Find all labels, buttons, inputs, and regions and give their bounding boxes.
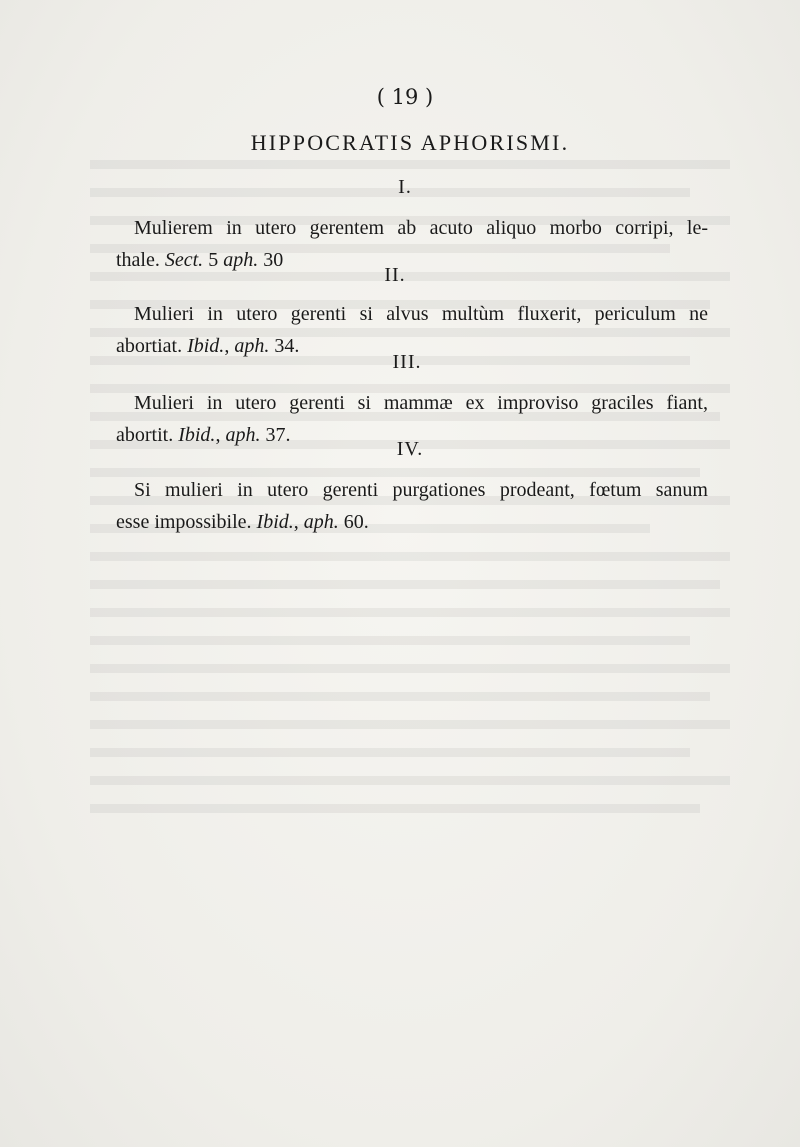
- aphorism-line: Mulieri in utero gerenti si alvus multùm fluxerit, periculum ne: [134, 303, 708, 325]
- aphorism-line-text: abortiat.: [116, 335, 188, 357]
- citation-ref: aph.: [223, 249, 259, 271]
- citation-ref: aph.: [303, 511, 339, 533]
- aphorism-line-text: abortit.: [116, 424, 179, 446]
- aphorism-line: Mulierem in utero gerentem ab acuto aliquo morbo corripi, le-: [134, 217, 708, 239]
- aphorism-citation-line: [116, 506, 708, 538]
- page-title: HIPPOCRATIS APHORISMI.: [250, 130, 570, 155]
- citation-ref: Sect.: [164, 249, 204, 271]
- aphorism-line: Mulieri in utero gerenti si mammæ ex improviso graciles fiant,: [134, 392, 708, 414]
- aphorism-line-text: thale.: [116, 249, 165, 271]
- page-number: ( 19 ): [376, 85, 434, 109]
- aphorism-numeral: IV.: [396, 438, 424, 460]
- citation-number: 34.: [269, 335, 300, 357]
- citation-ref: aph.: [234, 335, 270, 357]
- citation-number: 60.: [338, 511, 369, 533]
- aphorism-numeral: III.: [392, 351, 422, 373]
- aphorism-line-text: esse impossibile.: [116, 511, 257, 533]
- citation-ref: Ibid.: [178, 424, 216, 446]
- aphorism-numeral: I.: [398, 176, 412, 198]
- citation-sep: ,: [293, 511, 304, 533]
- citation-number: 30: [258, 249, 284, 271]
- citation-ref: aph.: [225, 424, 261, 446]
- aphorism-line: Si mulieri in utero gerenti purgationes prodeant, fœtum sanum: [134, 479, 708, 501]
- citation-number: 37.: [260, 424, 291, 446]
- citation-sep: ,: [224, 335, 235, 357]
- citation-ref: Ibid.: [187, 335, 225, 357]
- citation-sep: 5: [203, 249, 224, 271]
- aphorism-text: [116, 474, 708, 538]
- citation-sep: ,: [215, 424, 226, 446]
- citation-ref: Ibid.: [256, 511, 294, 533]
- aphorism-numeral: II.: [384, 264, 406, 286]
